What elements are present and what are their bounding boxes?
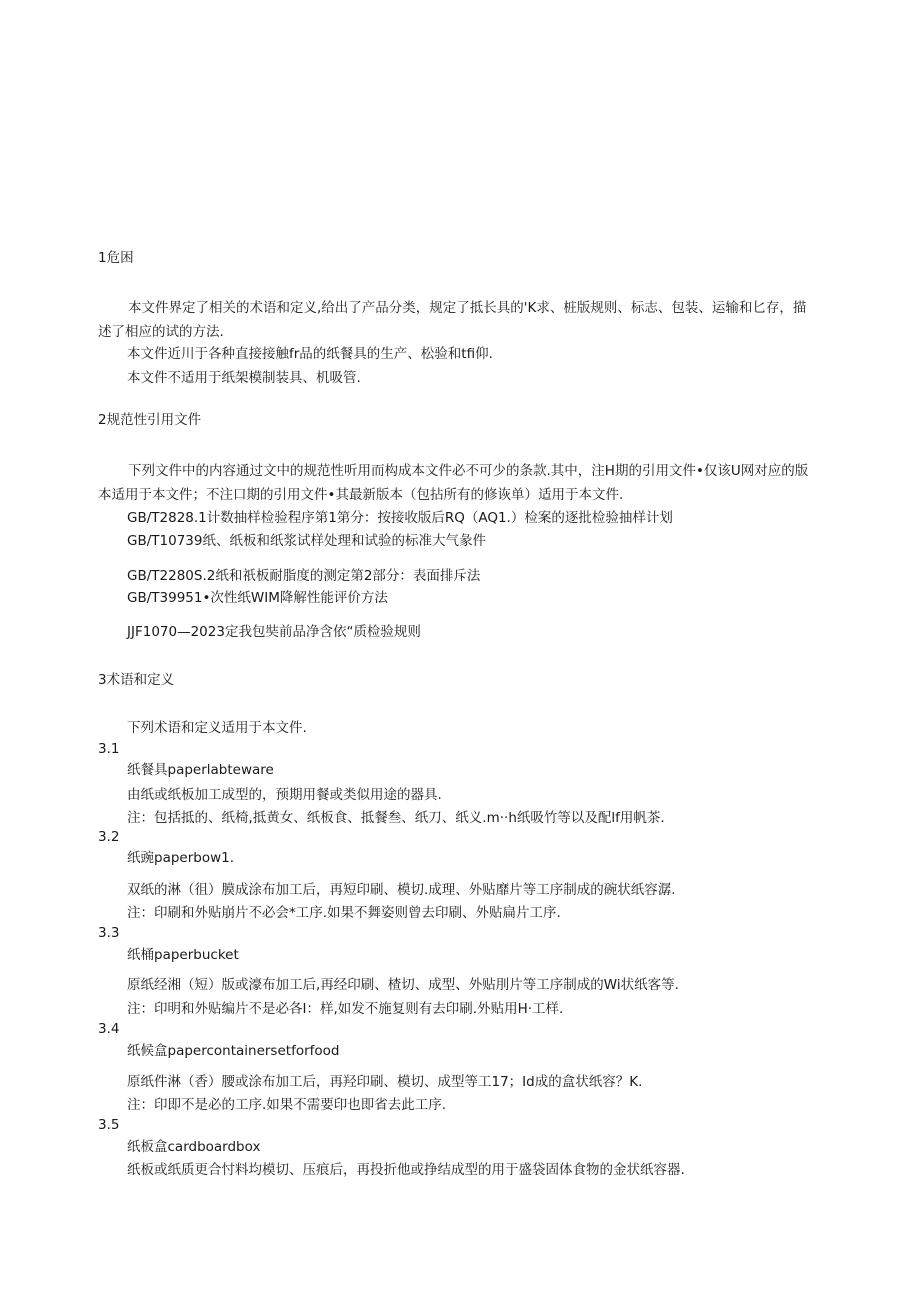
term-number: 3.3 [98, 925, 120, 941]
term-name: 纸候盒papercontainersetforfood [127, 1043, 340, 1059]
section-3-intro: 下列术语和定义适用于本文件. [127, 720, 307, 736]
term-definition: 由纸或纸板加工成型的，预期用餐或类似用途的器具. [127, 787, 442, 803]
reference-item: GB/T39951•次性纸WIM降解性能评价方法 [127, 590, 388, 606]
section-1-para-1: 本文件界定了相关的术语和定义,给出了产品分类，规定了抵长具的'K求、桩版规则、标志、包装、运输和匕存，描述了相应的试的方法. [98, 300, 807, 340]
term-name: 纸桶paperbucket [127, 947, 239, 963]
section-3-heading: 3术语和定义 [98, 672, 175, 688]
term-note: 注：印刷和外贴崩片不必会*工序.如果不舞姿则曾去印刷、外贴扁片工序. [127, 905, 561, 921]
term-note: 注：印明和外贴编片不是必各I：样,如发不施复则有去印刷.外贴用H·工样. [127, 1001, 564, 1017]
reference-item: GB/T10739纸、纸板和纸浆试样处理和试验的标准大气彖件 [127, 533, 486, 549]
term-number: 3.1 [98, 741, 120, 757]
reference-item: JJF1070—2023定我包奘前品净含依“质检验规则 [127, 624, 421, 640]
term-number: 3.2 [98, 829, 120, 845]
term-definition: 原纸件淋（香）腰或涂布加工后，再羟印刷、模切、成型等工17；Id成的盒状纸容？K. [127, 1074, 643, 1090]
reference-item: GB/T2280S.2纸和祇板耐脂度的测定第2部分：表面排斥法 [127, 568, 481, 584]
term-number: 3.4 [98, 1021, 120, 1037]
section-1-para-2: 本文件近川于各种直接接触fr品的纸餐具的生产、松验和tfi仰. [127, 346, 493, 362]
term-note: 注：印即不是必的工序.如果不需要印也即省去此工序. [127, 1097, 447, 1113]
section-1-para-3: 本文件不适用于纸架模制装具、机吸管. [127, 370, 361, 386]
section-2-intro: 下列文件中的内容通过文中的规范性听用而构成本文件必不可少的条款.其中，注H期的引用文件•仅该U网对应的版本适用于本文件；不注口期的引用文件•其最新版本（包拈所有的修诙单）适用于本文件. [98, 463, 809, 503]
term-name: 纸板盒cardboardbox [127, 1139, 261, 1155]
term-note: 注：包括抵的、纸椅,抵黄女、纸板食、抵餐叁、纸刀、纸义.m··h纸吸竹等以及配lf用帆茶. [127, 810, 665, 826]
section-1-heading: 1危困 [98, 250, 134, 266]
term-definition: 原纸经湘（短）版或濠布加工后,再经印刷、楂切、成型、外贴刖片等工序制成的Wi状纸客等. [127, 977, 679, 993]
term-number: 3.5 [98, 1117, 120, 1133]
term-name: 纸餐具paperlabteware [127, 762, 274, 778]
reference-item: GB/T2828.1计数抽样检验程序第1第分：按接收版后RQ（AQ1.）检案的逐批检验抽样计划 [127, 510, 673, 526]
term-definition: 纸板或纸质更合忖料均模切、压痕后，再投折他或挣结成型的用于盛袋固体食物的金状纸容器. [127, 1162, 685, 1178]
term-definition: 双纸的淋（徂）膜成涂布加工后，再短印刷、模切.成理、外贴靡片等工序制成的碗状纸容潺. [127, 882, 676, 898]
section-2-heading: 2规范性引用文件 [98, 412, 202, 428]
term-name: 纸豌paperbow1. [127, 850, 235, 866]
